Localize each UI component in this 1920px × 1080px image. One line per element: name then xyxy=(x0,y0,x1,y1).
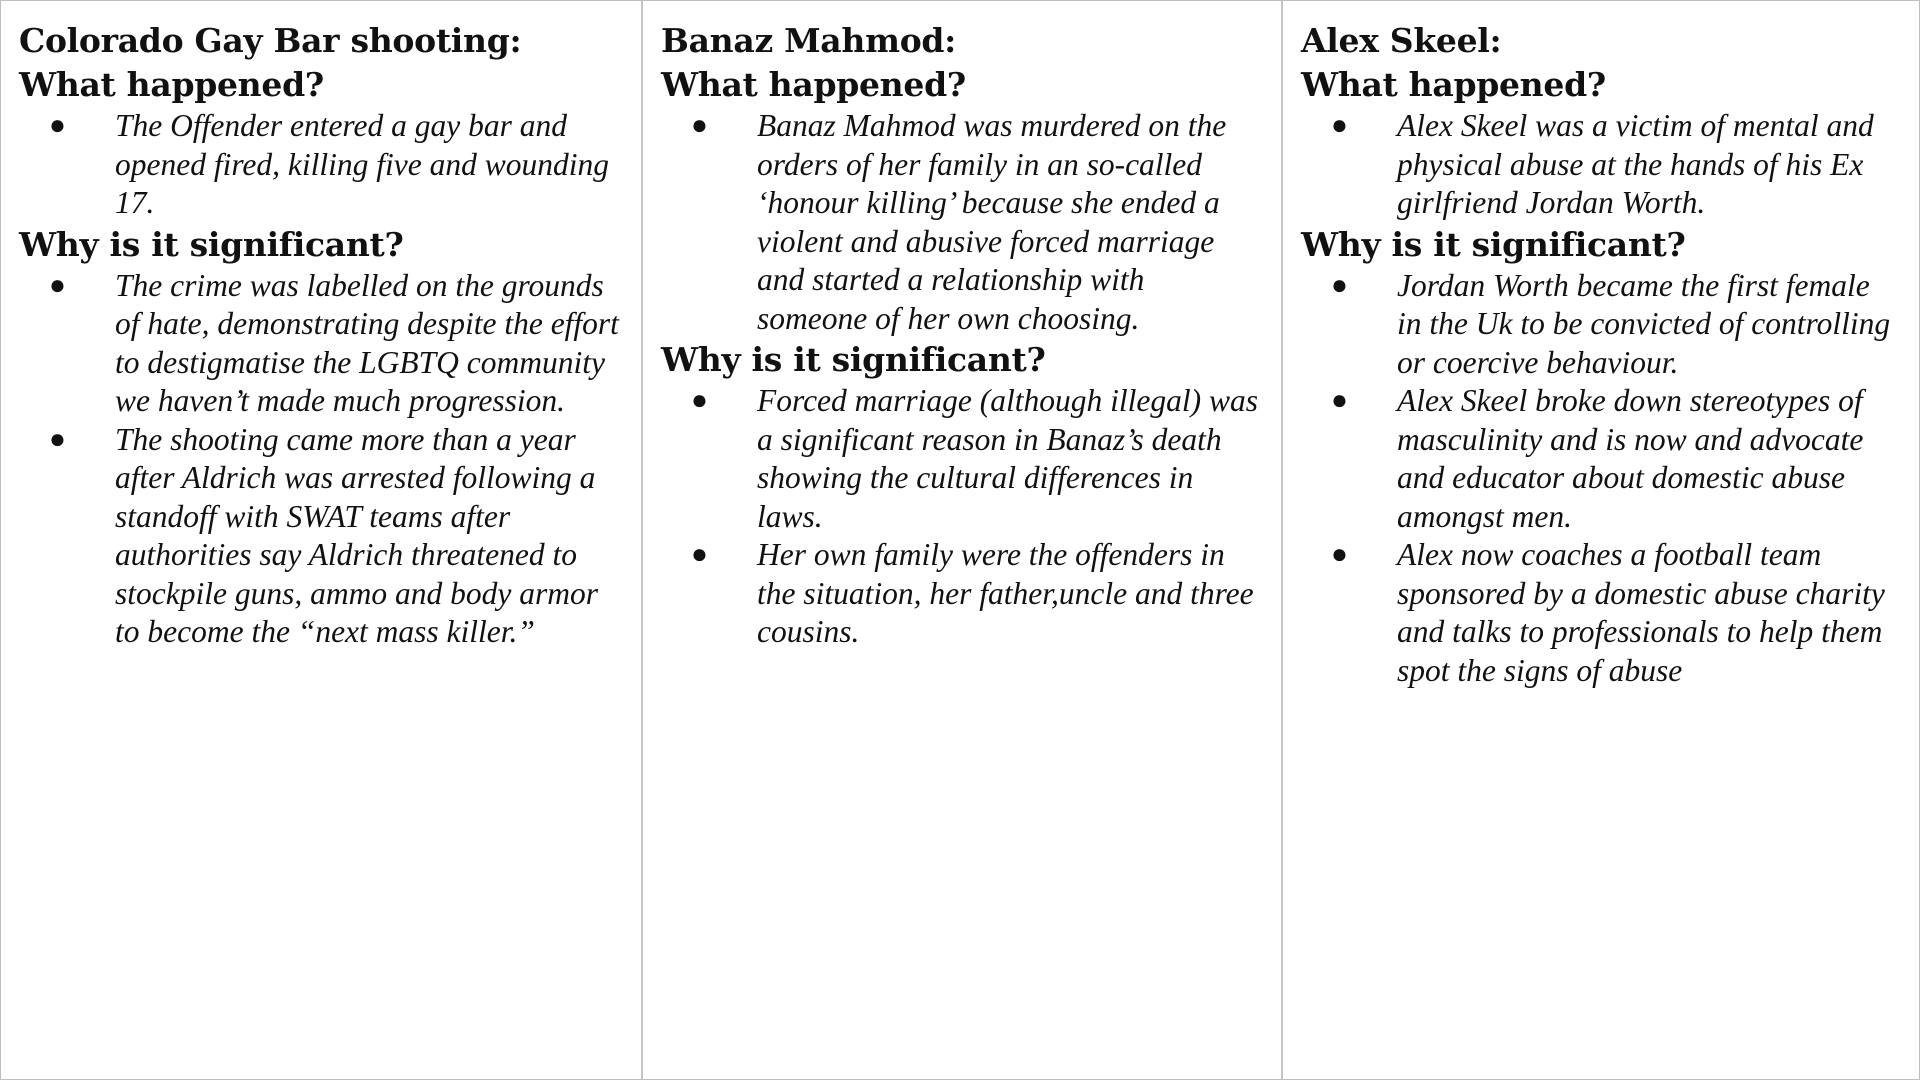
why-significant-list xyxy=(19,267,629,652)
list-item xyxy=(19,267,629,421)
list-item xyxy=(661,107,1269,338)
what-happened-heading: What happened? xyxy=(661,65,966,104)
list-item-text: The Offender entered a gay bar and opened fired, killing five and wounding 17. xyxy=(115,108,610,220)
bullet-icon: ● xyxy=(1331,539,1348,570)
list-item-text: Alex now coaches a football team sponsored by a domestic abuse charity and talks to professionals to help them spot the signs of abuse xyxy=(1397,537,1885,688)
why-significant-heading: Why is it significant? xyxy=(1301,224,1686,264)
list-item-text: Banaz Mahmod was murdered on the orders of her family in an so-called ‘honour killing’ because she ended a violent and abusive forced marriage and started a relationship with someone of her own choosing. xyxy=(757,108,1227,336)
bullet-icon: ● xyxy=(49,269,66,301)
list-item xyxy=(19,107,629,223)
list-item-text: The crime was labelled on the grounds of hate, demonstrating despite the effort to destigmatise the LGBTQ community we haven’t made much progression. xyxy=(115,267,619,418)
bullet-icon: ● xyxy=(1331,269,1348,301)
list-item-text: The shooting came more than a year after Aldrich was arrested following a standoff with SWAT teams after authorities say Aldrich threatened to stockpile guns, ammo and body armor to become the “next mass killer.” xyxy=(115,421,598,649)
list-item xyxy=(661,382,1269,536)
what-happened-heading: What happened? xyxy=(1301,65,1606,104)
bullet-icon: ● xyxy=(1331,110,1348,141)
what-happened-list xyxy=(1301,107,1907,223)
column-title: Alex Skeel: xyxy=(1301,21,1502,60)
list-item xyxy=(1301,107,1907,223)
list-item-text: Alex Skeel broke down stereotypes of masculinity and is now and advocate and educator about domestic abuse amongst men. xyxy=(1397,383,1864,534)
list-item xyxy=(1301,267,1907,383)
list-item-text: Forced marriage (although illegal) was a significant reason in Banaz’s death showing the cultural differences in laws. xyxy=(757,383,1259,534)
column-alex-skeel xyxy=(1281,1,1919,1079)
what-happened-list xyxy=(19,107,629,223)
list-item-text: Jordan Worth became the first female in the Uk to be convicted of controlling or coercive behaviour. xyxy=(1397,267,1891,380)
list-item xyxy=(1301,536,1907,690)
what-happened-heading: What happened? xyxy=(19,65,324,104)
why-significant-list xyxy=(661,382,1269,652)
column-colorado-shooting xyxy=(1,1,641,1079)
list-item xyxy=(19,421,629,652)
column-title: Colorado Gay Bar shooting: xyxy=(19,21,522,60)
column-title: Banaz Mahmod: xyxy=(661,21,957,60)
list-item xyxy=(1301,382,1907,536)
why-significant-heading: Why is it significant? xyxy=(19,224,404,264)
bullet-icon: ● xyxy=(691,110,708,141)
bullet-icon: ● xyxy=(1331,385,1348,416)
bullet-icon: ● xyxy=(691,539,708,570)
bullet-icon: ● xyxy=(49,423,66,455)
list-item-text: Alex Skeel was a victim of mental and physical abuse at the hands of his Ex girlfriend Jordan Worth. xyxy=(1397,108,1874,220)
bullet-icon: ● xyxy=(49,110,66,141)
why-significant-heading: Why is it significant? xyxy=(661,340,1046,379)
column-banaz-mahmod xyxy=(641,1,1281,1079)
list-item-text: Her own family were the offenders in the situation, her father,uncle and three cousins. xyxy=(757,537,1254,649)
what-happened-list xyxy=(661,107,1269,338)
why-significant-list xyxy=(1301,267,1907,691)
bullet-icon: ● xyxy=(691,385,708,416)
list-item xyxy=(661,536,1269,652)
